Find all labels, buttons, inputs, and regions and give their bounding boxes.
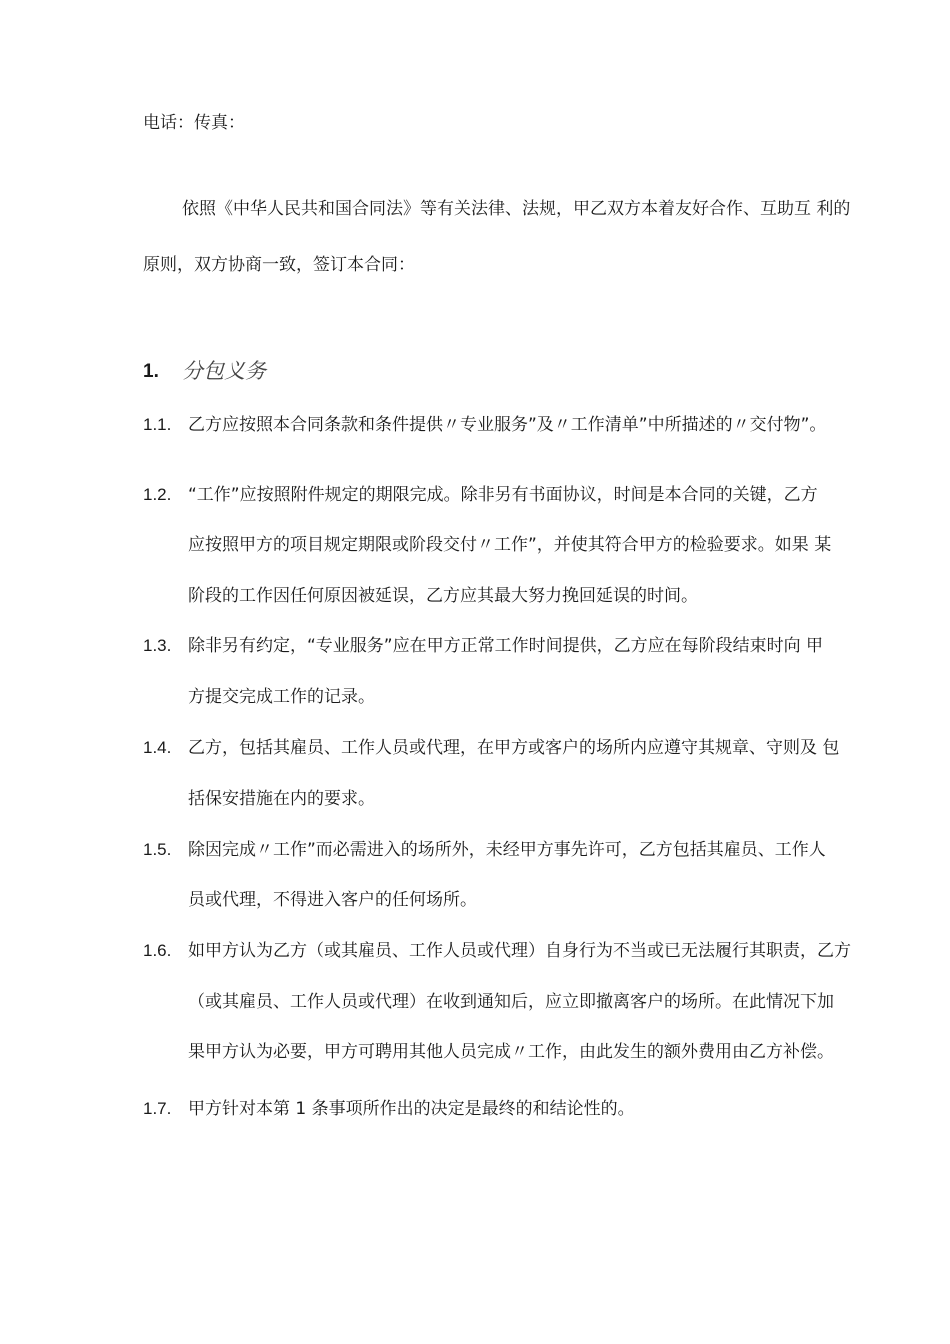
section-title: 分包义务 <box>182 359 266 383</box>
clause-number-1-4: 1.4. <box>143 738 172 757</box>
clause-1-4-line-2: 括保安措施在内的要求。 <box>188 789 375 809</box>
clause-number-1-5: 1.5. <box>143 840 172 859</box>
intro-paragraph-line-2: 原则，双方协商一致，签订本合同： <box>143 255 415 275</box>
clause-1-3-line-2: 方提交完成工作的记录。 <box>188 687 375 707</box>
section-number: 1. <box>143 361 159 382</box>
clause-1-4-line-1: 乙方，包括其雇员、工作人员或代理，在甲方或客户的场所内应遵守其规章、守则及 包 <box>188 738 840 758</box>
clause-number-1-2: 1.2. <box>143 485 172 504</box>
clause-1-3-line-1: 除非另有约定，“专业服务”应在甲方正常工作时间提供，乙方应在每阶段结束时向 甲 <box>188 636 824 656</box>
clause-1-6-line-2: （或其雇员、工作人员或代理）在收到通知后，应立即撤离客户的场所。在此情况下加 <box>188 992 834 1012</box>
contact-line: 电话：传真： <box>143 113 245 133</box>
clause-1-7-line-1: 甲方针对本第 1 条事项所作出的决定是最终的和结论性的。 <box>188 1099 635 1119</box>
clause-number-1-6: 1.6. <box>143 941 172 960</box>
clause-1-5-line-2: 员或代理，不得进入客户的任何场所。 <box>188 890 477 910</box>
clause-number-1-3: 1.3. <box>143 636 172 655</box>
clause-1-2-line-3: 阶段的工作因任何原因被延误，乙方应其最大努力挽回延误的时间。 <box>188 586 698 606</box>
clause-1-6-line-1: 如甲方认为乙方（或其雇员、工作人员或代理）自身行为不当或已无法履行其职责，乙方 <box>188 941 851 961</box>
clause-1-2-line-2: 应按照甲方的项目规定期限或阶段交付〃工作”，并使其符合甲方的检验要求。如果 某 <box>188 535 832 555</box>
clause-1-1-line-1: 乙方应按照本合同条款和条件提供〃专业服务”及〃工作清单”中所描述的〃交付物”。 <box>188 415 827 435</box>
clause-1-5-line-1: 除因完成〃工作”而必需进入的场所外，未经甲方事先许可，乙方包括其雇员、工作人 <box>188 840 826 860</box>
clause-1-6-line-3: 果甲方认为必要，甲方可聘用其他人员完成〃工作，由此发生的额外费用由乙方补偿。 <box>188 1042 834 1062</box>
intro-paragraph-line-1: 依照《中华人民共和国合同法》等有关法律、法规，甲乙双方本着友好合作、互助互 利的 <box>182 199 851 219</box>
clause-number-1-1: 1.1. <box>143 415 172 434</box>
clause-1-2-line-1: “工作”应按照附件规定的期限完成。除非另有书面协议，时间是本合同的关键，乙方 <box>188 485 818 505</box>
clause-number-1-7: 1.7. <box>143 1099 172 1118</box>
